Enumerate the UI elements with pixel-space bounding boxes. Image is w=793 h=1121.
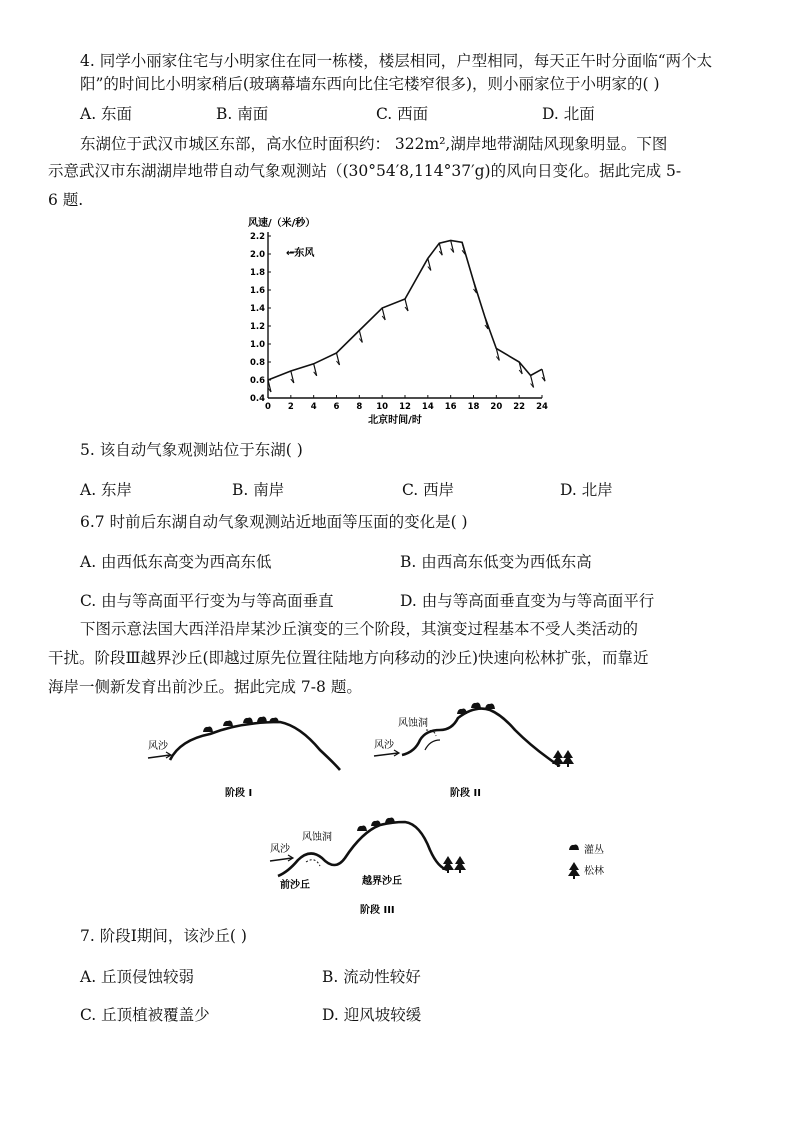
- q7-option-d: D. 迎风坡较缓: [322, 1006, 422, 1024]
- q6-option-b: B. 由西高东低变为西低东高: [400, 553, 592, 571]
- dune-legend: [568, 843, 604, 879]
- stage3-diagram: [270, 818, 466, 916]
- x-tick-label: 20: [490, 402, 503, 412]
- wind-chart: [240, 212, 570, 432]
- wind-arrow-mark: [337, 353, 340, 365]
- x-tick-label: 4: [310, 402, 317, 412]
- x-tick-label: 12: [399, 402, 411, 412]
- chart-ylabel: 风速/（米/秒）: [248, 218, 316, 229]
- dune-evolution-figure: [130, 700, 660, 925]
- x-tick-label: 18: [467, 402, 480, 412]
- wind-arrow-mark: [382, 308, 385, 320]
- y-tick-label: 1.0: [249, 340, 265, 350]
- legend-pine-label: 松林: [584, 866, 604, 877]
- x-tick-label: 22: [513, 402, 526, 412]
- q6-option-d: D. 由与等高面垂直变为与等高面平行: [400, 592, 655, 610]
- q5-option-a: A. 东岸: [80, 481, 133, 499]
- chart-ticks: [250, 232, 548, 412]
- q7-option-b: B. 流动性较好: [322, 968, 421, 986]
- q6-stem: 6.7 时前后东湖自动气象观测站近地面等压面的变化是( ): [80, 513, 468, 531]
- y-tick-label: 0.8: [249, 358, 265, 368]
- intro56-line1: 东湖位于武汉市城区东部，高水位时面积约： 322m²,湖岸地带湖陆风现象明显。下图: [80, 135, 668, 153]
- wind-arrow-mark: [439, 243, 442, 255]
- wind-arrow-mark: [451, 241, 454, 253]
- x-tick-label: 16: [444, 402, 457, 412]
- intro78-line1: 下图示意法国大西洋沿岸某沙丘演变的三个阶段，其演变过程基本不受人类活动的: [80, 620, 639, 638]
- y-tick-label: 0.4: [249, 394, 265, 404]
- stage3-blowout-label: 风蚀洞: [302, 832, 332, 843]
- wind-arrow-mark: [314, 364, 317, 376]
- stage2-wind-label: 风沙: [374, 740, 394, 751]
- q7-stem: 7. 阶段Ⅰ期间，该沙丘( ): [80, 927, 247, 945]
- q4-stem-line2: 阳”的时间比小明家稍后(玻璃幕墙东西向比住宅楼窄很多)，则小丽家位于小明家的( ): [80, 75, 660, 93]
- chart-xlabel: 北京时间/时: [368, 415, 422, 426]
- q4-option-c: C. 西面: [376, 105, 429, 123]
- stage2-label: 阶段 II: [450, 788, 481, 799]
- stage2-blowout-label: 风蚀洞: [398, 718, 428, 729]
- y-tick-label: 2.2: [249, 232, 265, 242]
- wind-arrow-mark: [531, 376, 534, 388]
- q4-option-d: D. 北面: [542, 105, 595, 123]
- intro56-line2: 示意武汉市东湖湖岸地带自动气象观测站（(30°54′8,114°37′g)的风向日变化。据此完成 5-: [48, 162, 682, 180]
- q4-option-a: A. 东面: [80, 105, 133, 123]
- y-tick-label: 1.2: [249, 322, 265, 332]
- stage1-diagram: [148, 717, 340, 799]
- y-tick-label: 1.8: [249, 268, 265, 278]
- x-tick-label: 10: [376, 402, 389, 412]
- q6-option-a: A. 由西低东高变为西高东低: [80, 553, 272, 571]
- wind-arrow-mark: [359, 331, 362, 343]
- y-tick-label: 1.4: [249, 304, 265, 314]
- x-tick-label: 6: [333, 402, 340, 412]
- q4-stem-line1: 4. 同学小丽家住宅与小明家住在同一栋楼，楼层相同，户型相同，每天正午时分面临“两个太: [80, 52, 713, 70]
- q6-option-c: C. 由与等高面平行变为与等高面垂直: [80, 592, 334, 610]
- intro78-line2: 干扰。阶段Ⅲ越界沙丘(即越过原先位置往陆地方向移动的沙丘)快速向松林扩张，而靠近: [48, 649, 649, 667]
- wind-arrow-mark: [542, 369, 545, 381]
- stage3-wind-label: 风沙: [270, 844, 290, 855]
- transgressive-dune-label: 越界沙丘: [362, 876, 402, 887]
- stage3-label: 阶段 III: [360, 905, 395, 916]
- chart-legend: ←东风: [286, 248, 315, 259]
- q5-option-d: D. 北岸: [560, 481, 613, 499]
- stage1-label: 阶段 I: [225, 788, 253, 799]
- x-tick-label: 14: [421, 402, 434, 412]
- x-tick-label: 2: [287, 402, 294, 412]
- wind-arrows: [268, 241, 545, 393]
- legend-shrub-label: 灌丛: [584, 845, 604, 856]
- stage2-diagram: [374, 703, 574, 799]
- fore-dune-label: 前沙丘: [280, 880, 310, 891]
- y-tick-label: 0.6: [249, 376, 265, 386]
- q4-option-b: B. 南面: [216, 105, 269, 123]
- x-tick-label: 8: [356, 402, 363, 412]
- intro56-line3: 6 题.: [48, 191, 84, 209]
- wind-arrow-mark: [291, 371, 294, 383]
- chart-series-line: [268, 241, 542, 381]
- x-tick-label: 0: [265, 402, 271, 412]
- wind-arrow-mark: [405, 299, 408, 311]
- q7-option-a: A. 丘顶侵蚀较弱: [80, 968, 195, 986]
- y-tick-label: 1.6: [249, 286, 265, 296]
- stage1-wind-label: 风沙: [148, 741, 168, 752]
- q5-option-b: B. 南岸: [232, 481, 285, 499]
- y-tick-label: 2.0: [249, 250, 265, 260]
- wind-arrow-mark: [428, 259, 431, 271]
- x-tick-label: 24: [536, 402, 548, 412]
- q5-option-c: C. 西岸: [402, 481, 455, 499]
- intro78-line3: 海岸一侧新发育出前沙丘。据此完成 7-8 题。: [48, 678, 362, 696]
- q5-stem: 5. 该自动气象观测站位于东湖( ): [80, 441, 303, 459]
- q7-option-c: C. 丘顶植被覆盖少: [80, 1006, 210, 1024]
